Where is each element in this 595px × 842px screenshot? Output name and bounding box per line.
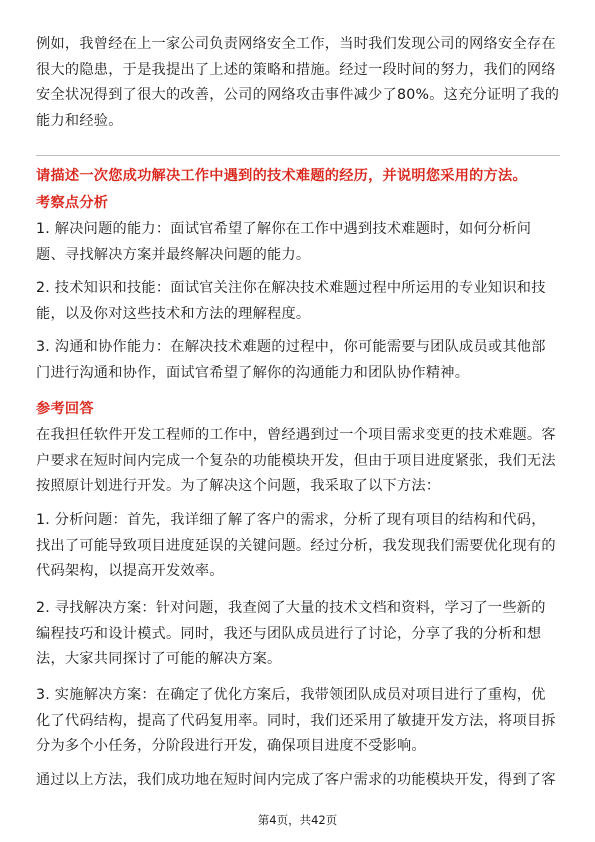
answer-paragraph: 通过以上方法，我们成功地在短时间内完成了客户需求的功能模块开发，得到了客 [36,772,556,788]
answer-heading: 参考回答 [36,401,94,417]
analysis-point: 3. 沟通和协作能力：在解决技术难题的过程中，你可能需要与团队成员或其他部门进行沟通和协作，面试官希望了解你的沟通能力和团队协作精神。 [36,339,546,381]
answer-paragraph: 在我担任软件开发工程师的工作中，曾经遇到过一个项目需求变更的技术难题。客户要求在短时间内完成一个复杂的功能模块开发，但由于项目进度紧张，我们无法按照原计划进行开发。为了解决这个问题，我采取了以下方法： [36,427,556,495]
page-number: 第4页，共42页 [257,813,338,827]
intro-paragraph: 例如，我曾经在上一家公司负责网络安全工作，当时我们发现公司的网络安全存在很大的隐患，于是我提出了上述的策略和措施。经过一段时间的努力，我们的网络安全状况得到了很大的改善，公司的网络攻击事件减少了80%。这充分证明了我的能力和经验。 [36,36,560,129]
answer-paragraph: 2. 寻找解决方案：针对问题，我查阅了大量的技术文档和资料，学习了一些新的编程技巧和设计模式。同时，我还与团队成员进行了讨论，分享了我的分析和想法，大家共同探讨了可能的解决方案。 [36,600,546,668]
analysis-point: 1. 解决问题的能力：面试官希望了解你在工作中遇到技术难题时，如何分析问题、寻找解决方案并最终解决问题的能力。 [36,221,532,263]
analysis-point: 2. 技术知识和技能：面试官关注你在解决技术难题过程中所运用的专业知识和技能，以及你对这些技术和方法的理解程度。 [36,280,546,322]
interview-question: 请描述一次您成功解决工作中遇到的技术难题的经历，并说明您采用的方法。 [36,168,527,184]
analysis-heading: 考察点分析 [36,195,109,211]
answer-paragraph: 1. 分析问题：首先，我详细了解了客户的需求，分析了现有项目的结构和代码，找出了可能导致项目进度延误的关键问题。经过分析，我发现我们需要优化现有的代码架构，以提高开发效率。 [36,512,556,580]
section-divider [36,155,560,156]
answer-paragraph: 3. 实施解决方案：在确定了优化方案后，我带领团队成员对项目进行了重构，优化了代码结构，提高了代码复用率。同时，我们还采用了敏捷开发方法，将项目拆分为多个小任务，分阶段进行开发，确保项目进度不受影响。 [36,687,556,755]
